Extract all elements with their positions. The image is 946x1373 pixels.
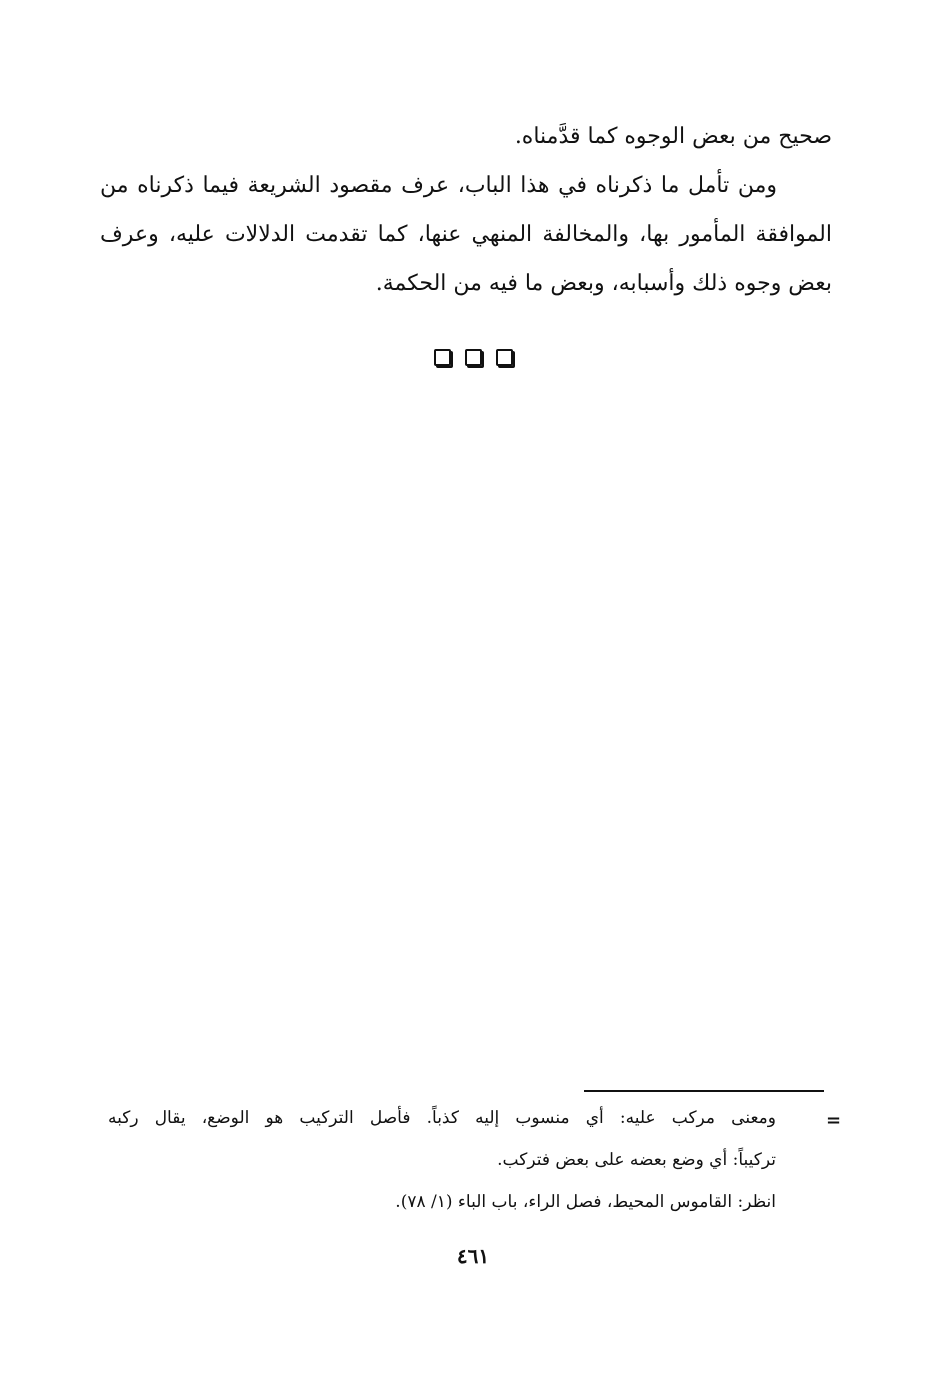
square-ornament-icon bbox=[434, 349, 451, 366]
body-paragraph-2: ومن تأمل ما ذكرناه في هذا الباب، عرف مقصود الشريعة فيما ذكرناه من الموافقة المأمور بها، والمخالفة المنهي عنها، كما تقدمت الدلالات عليه، وعرف بعض وجوه ذلك وأسبابه، وبعض ما فيه من الحكمة. bbox=[100, 173, 832, 296]
footnote-line-1: ومعنى مركب عليه: أي منسوب إليه كذباً. فأصل التركيب هو الوضع، يقال ركبه bbox=[108, 1108, 776, 1128]
main-text-block bbox=[100, 112, 832, 308]
footnote-line-2: تركيباً: أي وضع بعضه على بعض فتركب. bbox=[497, 1150, 776, 1170]
footnote-divider bbox=[584, 1090, 824, 1092]
footnote-continuation-mark: = bbox=[826, 1110, 842, 1131]
body-line-1: صحيح من بعض الوجوه كما قدَّمناه. bbox=[514, 124, 832, 149]
footnotes-block bbox=[108, 1097, 776, 1223]
footnote-line-3: انظر: القاموس المحيط، فصل الراء، باب الباء (١/ ٧٨). bbox=[395, 1192, 776, 1212]
square-ornament-icon bbox=[496, 349, 513, 366]
section-separator bbox=[0, 349, 946, 366]
square-ornament-icon bbox=[465, 349, 482, 366]
page-number: ٤٦١ bbox=[456, 1244, 490, 1268]
